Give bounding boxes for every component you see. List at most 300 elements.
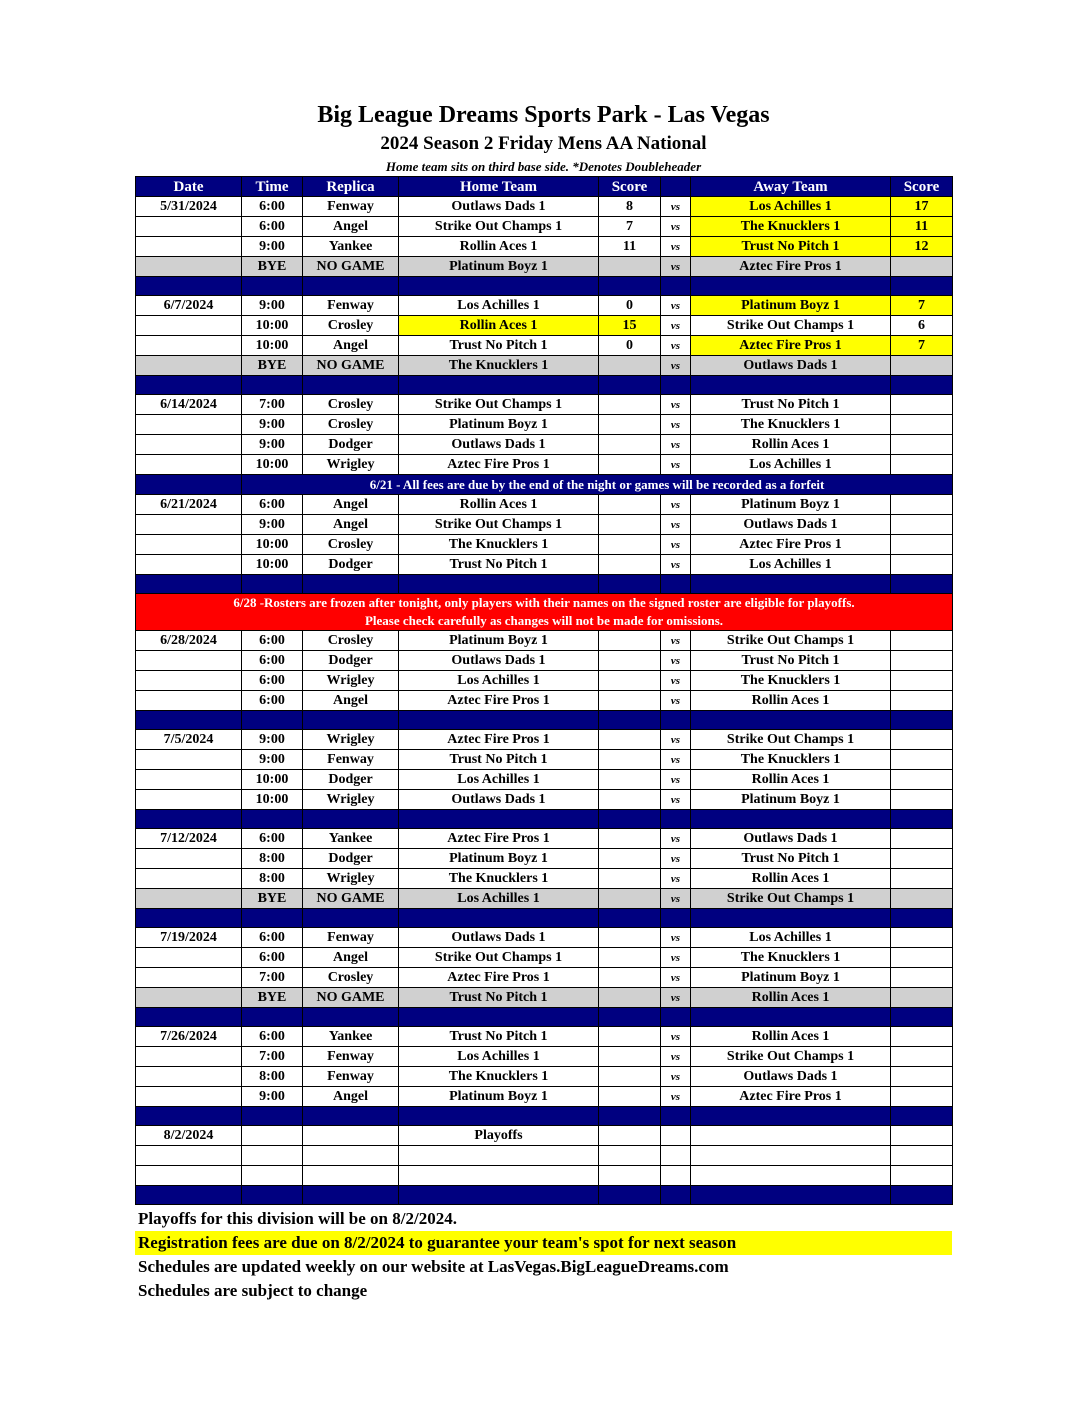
replica-cell: Wrigley [303,869,399,889]
home-score-cell [599,1047,661,1067]
away-score-cell [891,869,953,889]
game-row [136,750,953,770]
home-team-cell: Strike Out Champs 1 [399,515,599,535]
away-team-cell: The Knucklers 1 [691,948,891,968]
separator-row [136,376,953,395]
separator-cell [891,711,953,730]
separator-cell [661,1186,691,1205]
date-cell: 7/19/2024 [136,928,242,948]
time-cell: 10:00 [242,336,303,356]
separator-cell [599,1107,661,1126]
home-team-cell: Outlaws Dads 1 [399,790,599,810]
away-team-cell: Outlaws Dads 1 [691,829,891,849]
time-cell: 10:00 [242,770,303,790]
time-cell: BYE [242,889,303,909]
home-team-cell: Trust No Pitch 1 [399,750,599,770]
time-cell: 6:00 [242,217,303,237]
date-cell [136,651,242,671]
away-score-cell [891,1087,953,1107]
separator-cell [891,1107,953,1126]
away-score-cell [891,631,953,651]
vs-cell: vs [661,535,691,555]
separator-cell [136,277,242,296]
home-score-cell [599,395,661,415]
separator-cell [661,575,691,594]
vs-cell: vs [661,790,691,810]
separator-cell [661,277,691,296]
vs-cell: vs [661,296,691,316]
game-row [136,928,953,948]
away-score-cell [891,928,953,948]
home-score-cell [599,455,661,475]
date-cell [136,257,242,277]
game-row [136,770,953,790]
away-score-cell [891,1166,953,1186]
home-score-cell: 15 [599,316,661,336]
home-score-cell: 11 [599,237,661,257]
away-score-cell [891,1126,953,1146]
separator-cell [399,909,599,928]
alert-row [136,594,953,631]
replica-cell: NO GAME [303,988,399,1008]
separator-cell [242,909,303,928]
table-header-row [136,177,953,197]
game-row [136,790,953,810]
separator-cell [136,909,242,928]
home-team-cell: Trust No Pitch 1 [399,336,599,356]
time-cell: 6:00 [242,631,303,651]
separator-cell [242,1186,303,1205]
date-cell [136,455,242,475]
schedule-body [136,197,953,1205]
away-team-cell: Aztec Fire Pros 1 [691,257,891,277]
time-cell: 6:00 [242,691,303,711]
replica-cell: Wrigley [303,790,399,810]
vs-cell: vs [661,1027,691,1047]
game-row [136,869,953,889]
vs-cell: vs [661,237,691,257]
replica-cell: Crosley [303,316,399,336]
away-score-cell [891,829,953,849]
separator-cell [242,277,303,296]
separator-cell [399,711,599,730]
separator-cell [399,810,599,829]
vs-cell: vs [661,257,691,277]
home-score-cell [599,928,661,948]
home-team-cell: Aztec Fire Pros 1 [399,691,599,711]
away-team-cell: Strike Out Champs 1 [691,631,891,651]
date-cell [136,217,242,237]
separator-row [136,711,953,730]
date-cell [136,790,242,810]
time-cell: 9:00 [242,296,303,316]
date-cell [136,316,242,336]
replica-cell: Crosley [303,395,399,415]
date-cell [136,555,242,575]
home-score-cell [599,631,661,651]
date-cell: 6/14/2024 [136,395,242,415]
separator-cell [691,909,891,928]
vs-cell: vs [661,336,691,356]
away-team-cell: Trust No Pitch 1 [691,237,891,257]
date-cell: 6/7/2024 [136,296,242,316]
separator-cell [303,277,399,296]
away-team-cell: Los Achilles 1 [691,455,891,475]
separator-cell [242,1008,303,1027]
separator-cell [599,711,661,730]
separator-cell [891,277,953,296]
away-score-cell [891,671,953,691]
home-score-cell [599,1146,661,1166]
vs-cell: vs [661,356,691,376]
time-cell: 8:00 [242,849,303,869]
away-team-cell: Los Achilles 1 [691,928,891,948]
away-score-cell [891,1027,953,1047]
separator-row [136,1008,953,1027]
away-score-cell [891,515,953,535]
replica-cell: Dodger [303,770,399,790]
replica-cell: Crosley [303,968,399,988]
away-score-cell [891,1146,953,1166]
home-score-cell [599,750,661,770]
date-cell [136,237,242,257]
separator-cell [136,1186,242,1205]
time-cell: 8:00 [242,1067,303,1087]
separator-cell [691,810,891,829]
replica-cell: Crosley [303,631,399,651]
away-team-cell: Strike Out Champs 1 [691,730,891,750]
date-cell [136,1067,242,1087]
home-score-cell [599,790,661,810]
footer-change-note: Schedules are subject to change [138,1281,368,1300]
away-score-cell: 6 [891,316,953,336]
replica-cell: Yankee [303,1027,399,1047]
replica-cell: NO GAME [303,889,399,909]
home-team-cell: Los Achilles 1 [399,296,599,316]
time-cell [242,1146,303,1166]
separator-row [136,575,953,594]
separator-cell [599,1186,661,1205]
home-score-cell [599,671,661,691]
date-cell: 7/26/2024 [136,1027,242,1047]
column-header-date: Date [136,177,242,197]
home-score-cell [599,415,661,435]
home-score-cell: 0 [599,296,661,316]
away-team-cell: Trust No Pitch 1 [691,849,891,869]
bye-row [136,889,953,909]
game-row [136,1047,953,1067]
separator-row [136,810,953,829]
game-row [136,730,953,750]
replica-cell: NO GAME [303,257,399,277]
away-score-cell [891,555,953,575]
away-score-cell: 11 [891,217,953,237]
column-header-away-team: Away Team [691,177,891,197]
date-cell [136,770,242,790]
home-team-cell: Los Achilles 1 [399,1047,599,1067]
home-score-cell [599,515,661,535]
date-cell [136,948,242,968]
away-score-cell: 17 [891,197,953,217]
footer-website-note: Schedules are updated weekly on our website at LasVegas.BigLeagueDreams.com [138,1257,729,1276]
replica-cell: Angel [303,217,399,237]
time-cell: 9:00 [242,435,303,455]
away-score-cell: 7 [891,336,953,356]
time-cell: 10:00 [242,555,303,575]
vs-cell: vs [661,1087,691,1107]
separator-cell [242,810,303,829]
home-team-cell: Aztec Fire Pros 1 [399,829,599,849]
replica-cell: Fenway [303,1067,399,1087]
away-score-cell [891,770,953,790]
game-row [136,651,953,671]
replica-cell: Fenway [303,197,399,217]
date-cell [136,889,242,909]
replica-cell: Dodger [303,849,399,869]
away-team-cell: Trust No Pitch 1 [691,395,891,415]
away-team-cell: Trust No Pitch 1 [691,651,891,671]
vs-cell: vs [661,395,691,415]
home-score-cell [599,1067,661,1087]
column-header-home-team: Home Team [399,177,599,197]
game-row [136,415,953,435]
replica-cell [303,1146,399,1166]
game-row [136,296,953,316]
vs-cell: vs [661,415,691,435]
game-row [136,631,953,651]
vs-cell: vs [661,869,691,889]
separator-cell [399,277,599,296]
separator-cell [891,1008,953,1027]
home-score-cell: 0 [599,336,661,356]
home-team-cell: Los Achilles 1 [399,770,599,790]
separator-cell [891,909,953,928]
vs-cell: vs [661,671,691,691]
time-cell: 10:00 [242,535,303,555]
away-score-cell [891,651,953,671]
away-score-cell [891,435,953,455]
replica-cell: Angel [303,515,399,535]
away-team-cell: Los Achilles 1 [691,555,891,575]
vs-cell [661,1166,691,1186]
date-cell [136,988,242,1008]
away-team-cell: Rollin Aces 1 [691,1027,891,1047]
date-cell [136,1047,242,1067]
replica-cell: Angel [303,691,399,711]
away-team-cell: Outlaws Dads 1 [691,1067,891,1087]
time-cell: 9:00 [242,730,303,750]
time-cell: 8:00 [242,869,303,889]
date-cell [136,475,242,495]
time-cell: 6:00 [242,948,303,968]
home-team-cell: Aztec Fire Pros 1 [399,730,599,750]
separator-cell [303,1186,399,1205]
date-cell [136,1146,242,1166]
home-team-cell: Trust No Pitch 1 [399,988,599,1008]
separator-cell [891,575,953,594]
table-row [136,1166,953,1186]
replica-cell: Crosley [303,415,399,435]
vs-cell: vs [661,750,691,770]
home-score-cell [599,356,661,376]
home-team-cell: Los Achilles 1 [399,671,599,691]
away-team-cell: Rollin Aces 1 [691,869,891,889]
separator-cell [891,376,953,395]
separator-cell [691,1008,891,1027]
vs-cell: vs [661,889,691,909]
home-team-cell: The Knucklers 1 [399,869,599,889]
footer-registration-note: Registration fees are due on 8/2/2024 to guarantee your team's spot for next season [135,1231,952,1255]
home-team-cell: Platinum Boyz 1 [399,415,599,435]
replica-cell: Angel [303,1087,399,1107]
bye-row [136,356,953,376]
vs-cell: vs [661,555,691,575]
replica-cell: NO GAME [303,356,399,376]
date-cell [136,336,242,356]
game-row [136,435,953,455]
time-cell: 10:00 [242,455,303,475]
time-cell: BYE [242,257,303,277]
away-team-cell [691,1126,891,1146]
game-row [136,336,953,356]
home-team-cell: The Knucklers 1 [399,1067,599,1087]
away-team-cell [691,1166,891,1186]
date-cell [136,869,242,889]
home-score-cell [599,535,661,555]
schedule-table [135,176,953,1205]
separator-cell [399,376,599,395]
separator-cell [599,376,661,395]
table-row [136,1146,953,1166]
away-score-cell [891,257,953,277]
time-cell: BYE [242,988,303,1008]
away-team-cell: Los Achilles 1 [691,197,891,217]
date-cell [136,435,242,455]
column-header-home-score: Score [599,177,661,197]
home-score-cell: 7 [599,217,661,237]
separator-row [136,277,953,296]
vs-cell: vs [661,988,691,1008]
vs-cell: vs [661,730,691,750]
separator-row [136,909,953,928]
away-team-cell: Rollin Aces 1 [691,770,891,790]
home-score-cell [599,770,661,790]
home-score-cell [599,889,661,909]
separator-row [136,1186,953,1205]
time-cell: 6:00 [242,495,303,515]
home-score-cell [599,435,661,455]
time-cell: 9:00 [242,237,303,257]
home-team-cell: Platinum Boyz 1 [399,631,599,651]
date-cell [136,356,242,376]
home-team-cell: Los Achilles 1 [399,889,599,909]
away-team-cell: Platinum Boyz 1 [691,296,891,316]
replica-cell [303,1126,399,1146]
home-score-cell [599,691,661,711]
game-row [136,691,953,711]
replica-cell: Angel [303,495,399,515]
game-row [136,849,953,869]
date-cell [136,1087,242,1107]
separator-cell [303,909,399,928]
separator-cell [399,1008,599,1027]
time-cell: 7:00 [242,968,303,988]
home-team-cell [399,1166,599,1186]
home-score-cell [599,555,661,575]
away-score-cell [891,730,953,750]
time-cell: 6:00 [242,197,303,217]
home-team-cell: The Knucklers 1 [399,356,599,376]
game-row [136,217,953,237]
separator-cell [242,575,303,594]
home-team-cell: Rollin Aces 1 [399,316,599,336]
away-score-cell [891,889,953,909]
replica-cell: Crosley [303,535,399,555]
separator-cell [691,1107,891,1126]
date-cell [136,691,242,711]
separator-cell [136,810,242,829]
separator-cell [303,711,399,730]
date-cell [136,515,242,535]
home-score-cell [599,968,661,988]
away-team-cell: Aztec Fire Pros 1 [691,535,891,555]
vs-cell: vs [661,968,691,988]
away-team-cell: Rollin Aces 1 [691,988,891,1008]
home-score-cell [599,495,661,515]
time-cell: 6:00 [242,1027,303,1047]
away-team-cell: Platinum Boyz 1 [691,495,891,515]
away-team-cell [691,1146,891,1166]
away-score-cell [891,988,953,1008]
schedule-document [135,100,952,1303]
home-team-cell: Outlaws Dads 1 [399,435,599,455]
separator-cell [136,575,242,594]
separator-cell [303,1107,399,1126]
separator-cell [691,376,891,395]
vs-cell: vs [661,948,691,968]
away-team-cell: Aztec Fire Pros 1 [691,1087,891,1107]
replica-cell: Angel [303,948,399,968]
separator-cell [136,376,242,395]
home-team-cell: Outlaws Dads 1 [399,651,599,671]
home-team-cell: Outlaws Dads 1 [399,197,599,217]
away-team-cell: The Knucklers 1 [691,750,891,770]
home-score-cell [599,1027,661,1047]
away-score-cell [891,948,953,968]
away-score-cell [891,849,953,869]
time-cell: 6:00 [242,671,303,691]
date-cell: 7/5/2024 [136,730,242,750]
game-row [136,671,953,691]
separator-cell [661,1107,691,1126]
time-cell: 7:00 [242,1047,303,1067]
separator-cell [242,711,303,730]
vs-cell [661,1146,691,1166]
page-subtitle: 2024 Season 2 Friday Mens AA National [380,133,707,154]
away-team-cell: Rollin Aces 1 [691,435,891,455]
alert-line-1: 6/28 -Rosters are frozen after tonight, only players with their names on the signed roster are eligible for playoffs. [233,595,855,610]
vs-cell: vs [661,316,691,336]
replica-cell: Dodger [303,651,399,671]
away-score-cell: 12 [891,237,953,257]
game-row [136,395,953,415]
home-score-cell [599,257,661,277]
separator-cell [691,1186,891,1205]
separator-cell [891,810,953,829]
separator-cell [661,909,691,928]
home-score-cell [599,869,661,889]
replica-cell: Wrigley [303,671,399,691]
